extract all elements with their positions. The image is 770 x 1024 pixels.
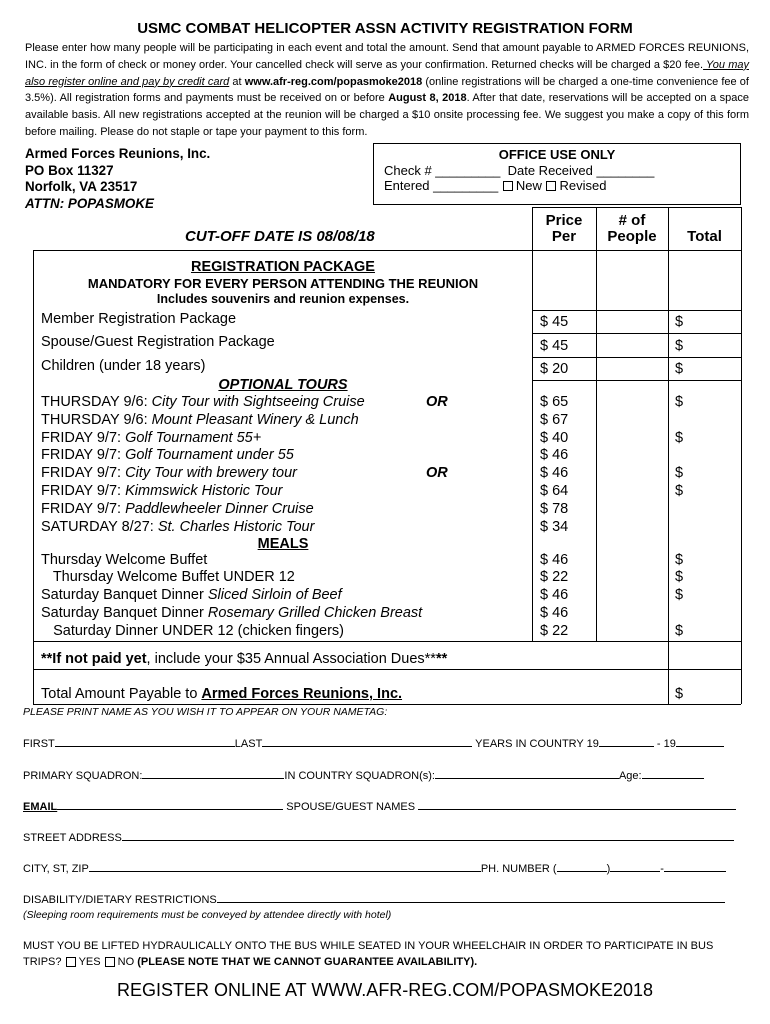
tour-day: FRIDAY 9/7: <box>41 465 122 481</box>
tour-label <box>41 519 314 535</box>
header-people-line1: # of <box>618 212 646 229</box>
dues-rest: , include your $35 Annual Association Dues** <box>146 651 436 667</box>
header-total: Total <box>687 228 722 245</box>
dues-bottom <box>33 669 741 670</box>
office-line-2 <box>374 178 740 194</box>
tour-total[interactable]: $ <box>675 430 684 446</box>
tour-label <box>41 483 282 499</box>
row-divider <box>532 357 741 358</box>
package-price-spouse: $ 45 <box>540 338 569 354</box>
new-label: New <box>515 178 542 193</box>
tour-price: $ 46 <box>540 465 569 481</box>
meals-heading <box>33 536 533 552</box>
wheelchair-question <box>23 938 747 970</box>
package-row-member: Member Registration Package <box>41 311 237 327</box>
tours-heading-text: OPTIONAL TOURS <box>218 377 348 393</box>
package-heading-text: REGISTRATION PACKAGE <box>191 259 375 275</box>
tour-label <box>41 430 261 446</box>
age-label: Age: <box>618 770 642 782</box>
email-line <box>23 800 736 813</box>
package-divider <box>532 310 741 311</box>
package-total-spouse[interactable]: $ <box>675 338 684 354</box>
address-line-3: Norfolk, VA 23517 <box>25 179 138 194</box>
header-price-line2: Per <box>551 228 577 245</box>
meal-label: Thursday Welcome Buffet <box>41 552 208 568</box>
tour-day: FRIDAY 9/7: <box>41 501 122 517</box>
tour-label <box>41 501 314 517</box>
meal-label-italic: Sliced Sirloin of Beef <box>207 587 342 603</box>
row-divider <box>532 380 741 381</box>
tour-or: OR <box>426 465 448 481</box>
deadline-date: August 8, 2018 <box>388 92 467 105</box>
disability-input[interactable] <box>217 893 725 903</box>
tour-name: Mount Pleasant Winery & Lunch <box>147 412 359 428</box>
table-border-left <box>33 250 34 704</box>
availability-note: (PLEASE NOTE THAT WE CANNOT GUARANTEE AVAILABILITY). <box>137 956 478 968</box>
lift-question: MUST YOU BE LIFTED HYDRAULICALLY ONTO THE BUS WHILE SEATED IN YOUR WHEELCHAIR IN ORDER TO PARTICIPATE IN BUS TRIPS? <box>23 940 714 968</box>
tour-total[interactable]: $ <box>675 394 684 410</box>
first-label: FIRST <box>23 738 55 750</box>
total-col-left <box>668 207 669 704</box>
tour-name: Kimmswick Historic Tour <box>121 483 283 499</box>
nametag-instruction: PLEASE PRINT NAME AS YOU WISH IT TO APPEAR ON YOUR NAMETAG: <box>23 706 388 718</box>
package-row-children: Children (under 18 years) <box>41 358 206 374</box>
total-label: Total Amount Payable to <box>41 686 202 702</box>
entered-field: Entered _________ <box>384 178 499 193</box>
tour-name: Paddlewheeler Dinner Cruise <box>121 501 314 517</box>
tour-price: $ 65 <box>540 394 569 410</box>
meal-price: $ 46 <box>540 605 569 621</box>
primary-squadron-label: PRIMARY SQUADRON: <box>23 770 143 782</box>
tour-name: City Tour with brewery tour <box>121 465 298 481</box>
registration-url[interactable]: www.afr-reg.com/popasmoke2018 <box>244 75 423 88</box>
meal-label-text: Saturday Banquet Dinner <box>41 587 208 603</box>
city-line <box>23 862 726 875</box>
city-st-zip-input[interactable] <box>89 862 481 872</box>
office-line-1 <box>374 163 740 179</box>
phone-dash: - <box>660 863 664 875</box>
meal-total[interactable]: $ <box>675 569 684 585</box>
meal-label: Saturday Dinner UNDER 12 (chicken fingers) <box>41 623 345 639</box>
years-dash: - 19 <box>653 738 676 750</box>
meal-label: Thursday Welcome Buffet UNDER 12 <box>41 569 295 585</box>
table-border-bottom <box>33 704 741 705</box>
address-line-4: ATTN: POPASMOKE <box>25 195 154 211</box>
meal-total[interactable]: $ <box>675 623 684 639</box>
tour-price: $ 78 <box>540 501 569 517</box>
mailing-address <box>25 146 210 212</box>
table-header-bottom <box>33 250 741 251</box>
tour-name: Golf Tournament 55+ <box>121 430 262 446</box>
disability-line <box>23 893 725 906</box>
tour-price: $ 67 <box>540 412 569 428</box>
last-label: LAST <box>234 738 263 750</box>
tour-price: $ 46 <box>540 447 569 463</box>
package-price-member: $ 45 <box>540 314 569 330</box>
disability-label: DISABILITY/DIETARY RESTRICTIONS <box>23 894 217 906</box>
meal-price: $ 22 <box>540 569 569 585</box>
instructions-at: at <box>229 75 245 88</box>
instructions-p3: . After that date, reservations will be accepted on a space available basis. All new registrations accepted at the reunion will be charged a $10 onsite processing fee. We suggest you make a copy of this form before mailing. Please do not staple or tape your payment to this form. <box>25 92 749 138</box>
no-checkbox-icon[interactable] <box>105 957 115 967</box>
package-heading <box>33 259 533 275</box>
header-price <box>532 213 596 245</box>
package-total-member[interactable]: $ <box>675 314 684 330</box>
online-note: You may also register online and pay by credit card <box>25 58 749 88</box>
office-use-heading: OFFICE USE ONLY <box>498 147 616 162</box>
tour-day: THURSDAY 9/6: <box>41 394 148 410</box>
package-total-children[interactable]: $ <box>675 361 684 377</box>
yes-label: YES <box>78 956 101 968</box>
tour-day: SATURDAY 8/27: <box>41 519 154 535</box>
instructions-p2: (online registrations will be charged a one-time convenience fee of 3.5%). All registration forms and payments must be received on or before <box>25 75 749 105</box>
instructions <box>25 40 749 141</box>
header-price-line1: Price <box>545 212 583 229</box>
phone-number-input[interactable] <box>664 862 726 872</box>
in-country-label: IN COUNTRY SQUADRON(s): <box>284 770 435 782</box>
address-line-2: PO Box 11327 <box>25 162 114 178</box>
sleeping-note: (Sleeping room requirements must be conveyed by attendee directly with hotel) <box>23 909 392 921</box>
city-label: CITY, ST, ZIP <box>23 863 89 875</box>
first-name-input[interactable] <box>55 737 235 747</box>
package-row-spouse: Spouse/Guest Registration Package <box>41 334 275 350</box>
includes-note: Includes souvenirs and reunion expenses. <box>156 292 410 306</box>
header-people <box>596 213 668 245</box>
register-online-footer: REGISTER ONLINE AT WWW.AFR-REG.COM/POPASMOKE2018 <box>116 980 654 1000</box>
years-label: YEARS IN COUNTRY 19 <box>475 738 599 750</box>
tour-day: FRIDAY 9/7: <box>41 483 122 499</box>
tour-price: $ 34 <box>540 519 569 535</box>
last-name-input[interactable] <box>262 737 472 747</box>
instructions-p1: Please enter how many people will be participating in each event and total the amount. Send that amount payable to ARMED FORCES REUNIONS, INC. in the form of check or money order. Your cancelled check will serve as your confirmation. Returned checks will be charged a $20 fee. <box>25 42 749 71</box>
street-label: STREET ADDRESS <box>23 832 122 844</box>
email-input[interactable] <box>57 800 283 810</box>
primary-squadron-input[interactable] <box>142 769 284 779</box>
in-country-squadron-input[interactable] <box>435 769 619 779</box>
total-org: Armed Forces Reunions, Inc. <box>201 686 403 702</box>
office-use-box <box>373 143 741 205</box>
package-price-children: $ 20 <box>540 361 569 377</box>
dues-row <box>41 651 447 667</box>
revised-label: Revised <box>559 178 607 193</box>
name-line <box>23 737 724 750</box>
meal-total[interactable]: $ <box>675 552 684 568</box>
table-border-top <box>532 207 741 208</box>
years-from-input[interactable] <box>599 737 654 747</box>
total-row <box>41 686 402 702</box>
tour-day: FRIDAY 9/7: <box>41 430 122 446</box>
tour-name: Golf Tournament under 55 <box>121 447 294 463</box>
email-label: EMAIL <box>23 801 58 813</box>
tour-label <box>41 412 359 428</box>
spouse-names-input[interactable] <box>418 800 736 810</box>
tour-total[interactable]: $ <box>675 483 684 499</box>
years-to-input[interactable] <box>676 737 724 747</box>
phone-label: PH. NUMBER ( <box>480 863 557 875</box>
header-people-line2: People <box>607 228 657 245</box>
phone-prefix-input[interactable] <box>610 862 660 872</box>
tour-label <box>41 394 365 410</box>
tour-name: City Tour with Sightseeing Cruise <box>147 394 365 410</box>
meal-label-italic: Rosemary Grilled Chicken Breast <box>207 605 423 621</box>
dues-bold: **If not paid yet <box>41 651 147 667</box>
tour-total[interactable]: $ <box>675 465 684 481</box>
street-address-input[interactable] <box>122 831 734 841</box>
mandatory-note: MANDATORY FOR EVERY PERSON ATTENDING THE REUNION <box>87 276 479 291</box>
area-code-input[interactable] <box>557 862 607 872</box>
grand-total[interactable]: $ <box>675 686 684 702</box>
yes-checkbox-icon[interactable] <box>66 957 76 967</box>
new-checkbox-icon <box>503 181 513 191</box>
items-bottom <box>33 641 741 642</box>
address-line-1: Armed Forces Reunions, Inc. <box>25 146 211 161</box>
tour-price: $ 64 <box>540 483 569 499</box>
tours-heading <box>33 377 533 393</box>
meal-price: $ 22 <box>540 623 569 639</box>
meal-total[interactable]: $ <box>675 587 684 603</box>
tour-label <box>41 465 297 481</box>
spouse-label: SPOUSE/GUEST NAMES <box>283 801 419 813</box>
tour-name: St. Charles Historic Tour <box>153 519 315 535</box>
meal-price: $ 46 <box>540 552 569 568</box>
meal-label <box>41 605 422 621</box>
meals-heading-text: MEALS <box>257 536 309 552</box>
tour-day: THURSDAY 9/6: <box>41 412 148 428</box>
meal-label <box>41 587 342 603</box>
squadron-line <box>23 769 704 782</box>
table-border-right <box>741 207 742 704</box>
tour-day: FRIDAY 9/7: <box>41 447 122 463</box>
tour-price: $ 40 <box>540 430 569 446</box>
check-number-field: Check # _________ <box>384 162 501 178</box>
revised-checkbox-icon <box>546 181 556 191</box>
dues-asterisks: ** <box>435 651 448 667</box>
row-divider <box>532 333 741 334</box>
street-line <box>23 831 734 844</box>
people-col-left <box>596 207 597 641</box>
age-input[interactable] <box>642 769 704 779</box>
tour-or: OR <box>426 394 448 410</box>
meal-label-text: Saturday Banquet Dinner <box>41 605 208 621</box>
phone-close: ) <box>606 863 611 875</box>
no-label: NO <box>117 956 135 968</box>
form-title: USMC COMBAT HELICOPTER ASSN ACTIVITY REGISTRATION FORM <box>137 20 633 37</box>
tour-label <box>41 447 294 463</box>
cutoff-date: CUT-OFF DATE IS 08/08/18 <box>185 228 375 245</box>
meal-price: $ 46 <box>540 587 569 603</box>
date-received-field: Date Received ________ <box>507 162 655 178</box>
